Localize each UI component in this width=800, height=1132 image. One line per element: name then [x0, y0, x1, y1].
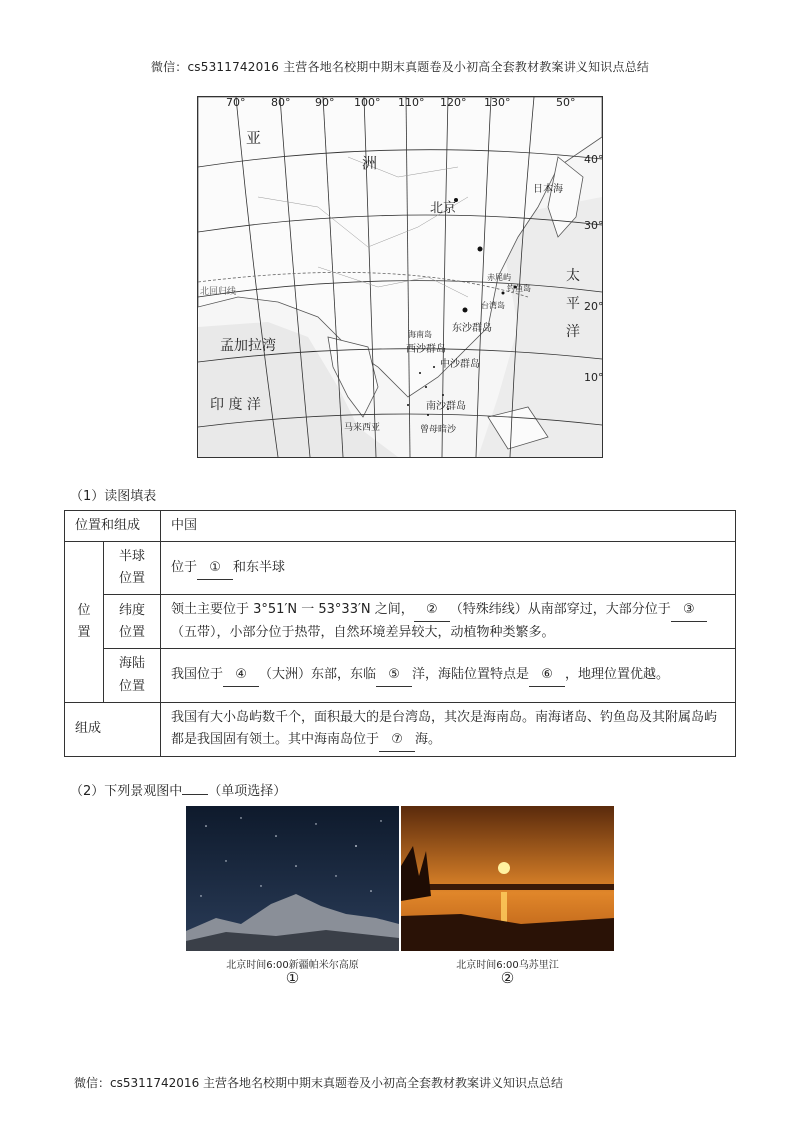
hemisphere-cell: 位于 ① 和东半球 — [161, 542, 736, 595]
label-zhongsha: 中沙群岛 — [440, 359, 480, 370]
label-dongsha: 东沙群岛 — [452, 323, 492, 334]
answer-blank-4[interactable]: ④ — [223, 664, 259, 687]
city-dot — [478, 247, 483, 252]
label-indian-ocean: 印 度 洋 — [210, 397, 261, 413]
photo-1-caption: 北京时间6:00新疆帕米尔高原 — [226, 960, 359, 971]
label-zengmu: 曾母暗沙 — [420, 425, 457, 435]
label-taiwan: 台湾岛 — [481, 301, 505, 310]
label-ping: 平 — [566, 296, 580, 312]
sea-land-label: 海陆位置 — [104, 649, 161, 702]
label-xisha: 西沙群岛 — [406, 344, 446, 355]
landscape-photos — [186, 806, 614, 987]
lon-label: 50° — [556, 96, 576, 109]
label-nansha: 南沙群岛 — [426, 401, 466, 412]
hemisphere-label: 半球位置 — [104, 542, 161, 595]
label-tropic: 北回归线 — [200, 287, 237, 297]
lat-label: 20° — [584, 300, 604, 313]
lon-label: 70° — [226, 96, 246, 109]
photo-2-caption: 北京时间6:00乌苏里江 — [456, 960, 559, 971]
lon-label: 130° — [484, 96, 511, 109]
answer-blank-5[interactable]: ⑤ — [376, 664, 412, 687]
lon-label: 110° — [398, 96, 425, 109]
label-beijing: 北京 — [430, 201, 457, 216]
label-tai: 太 — [566, 268, 580, 284]
answer-blank-3[interactable]: ③ — [671, 599, 707, 622]
question-1-title: （1）读图填表 — [70, 489, 157, 504]
label-bay-of-bengal: 孟加拉湾 — [220, 338, 276, 354]
latitude-cell: 领土主要位于 3°51′N 一 53°33′N 之间， ② （特殊纬线）从南部穿过，大部分位于 ③（五带），小部分位于热带，自然环境差异较大，动植物种类繁多。 — [161, 595, 736, 649]
label-hainan: 海南岛 — [408, 330, 432, 339]
composition-cell: 我国有大小岛屿数千个，面积最大的是台湾岛，其次是海南岛。南海诸岛、钓鱼岛及其附属岛屿都是我国固有领土。其中海南岛位于 ⑦ 海。 — [161, 702, 736, 756]
label-ya: 亚 — [246, 129, 262, 147]
page-footer: 微信：cs5311742016 主营各地名校期中期末真题卷及小初高全套教材教案讲义知识点总结 — [74, 1076, 564, 1090]
photo-1-number: ① — [285, 969, 300, 987]
label-diaoyu: 钓鱼岛 — [507, 284, 531, 293]
answer-blank-7[interactable]: ⑦ — [379, 729, 415, 752]
position-label: 位置 — [65, 542, 104, 703]
label-sea-of-japan: 日本海 — [533, 184, 563, 195]
answer-blank-6[interactable]: ⑥ — [529, 664, 565, 687]
lon-label: 80° — [271, 96, 291, 109]
label-chiwei: 赤尾屿 — [487, 273, 511, 282]
city-dot — [463, 308, 468, 313]
lon-label: 90° — [315, 96, 335, 109]
answer-blank-q2[interactable] — [182, 794, 208, 795]
sea-land-cell: 我国位于 ④ （大洲）东部，东临 ⑤ 洋，海陆位置特点是 ⑥ ，地理位置优越。 — [161, 649, 736, 702]
chiwei-dot — [502, 292, 505, 295]
row-position-composition-value: 中国 — [161, 511, 736, 542]
lon-label: 100° — [354, 96, 381, 109]
latitude-label: 纬度位置 — [104, 595, 161, 649]
label-zhou: 洲 — [362, 154, 378, 172]
answer-blank-1[interactable]: ① — [197, 557, 233, 580]
lat-label: 30° — [584, 219, 604, 232]
label-yang: 洋 — [566, 324, 580, 340]
label-malaysia: 马来西亚 — [344, 423, 381, 433]
photo-wusuli-sunrise — [401, 806, 614, 951]
composition-label: 组成 — [65, 702, 161, 756]
question-2-title: （2）下列景观图中 （单项选择） — [70, 784, 287, 799]
lat-label: 40° — [584, 153, 604, 166]
answer-blank-2[interactable]: ② — [414, 599, 450, 622]
fill-in-table — [64, 510, 736, 757]
lat-label: 10° — [584, 371, 604, 384]
china-location-map — [197, 96, 603, 458]
lon-label: 120° — [440, 96, 467, 109]
page-header: 微信：cs5311742016 主营各地名校期中期末真题卷及小初高全套教材教案讲义知识点总结 — [150, 60, 650, 74]
photo-2-number: ② — [500, 969, 515, 987]
photo-pamir-night — [186, 806, 399, 951]
row-position-composition-label: 位置和组成 — [65, 511, 161, 542]
